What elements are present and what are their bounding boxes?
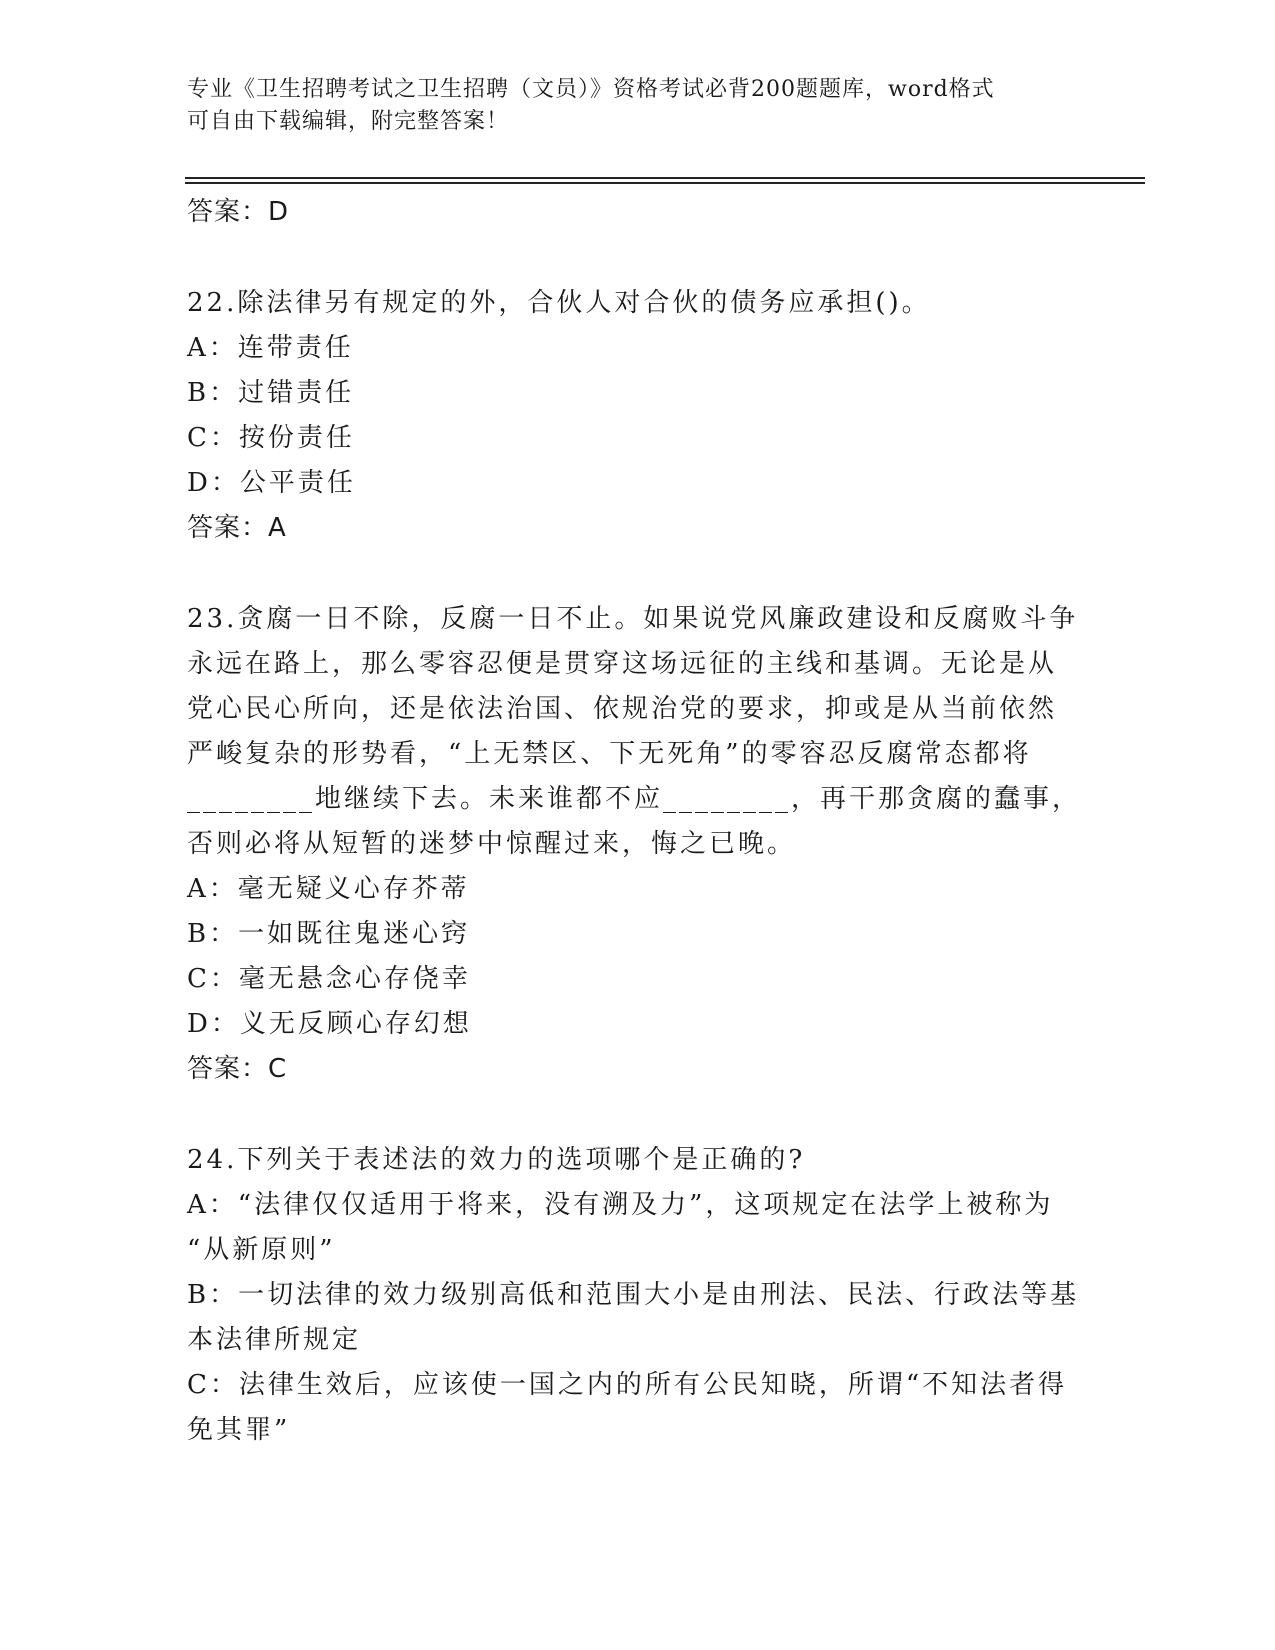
question-22 (187, 281, 1067, 551)
answer: 答案：C (187, 1054, 288, 1084)
option-d: D：义无反顾心存幻想 (187, 1009, 472, 1039)
question-stem-line: 党心民心所向，还是依法治国、依规治党的要求，抑或是从当前依然 (187, 694, 1058, 724)
question-stem-line: 否则必将从短暂的迷梦中惊醒过来，悔之已晚。 (187, 829, 797, 859)
option-a: A：“法律仅仅适用于将来，没有溯及力”，这项规定在法学上被称为 (187, 1190, 1054, 1220)
question-23 (187, 597, 1082, 1092)
option-b: B：一如既往鬼迷心窍 (187, 919, 471, 949)
option-b-cont: 本法律所规定 (187, 1325, 362, 1355)
option-c: C：按份责任 (187, 423, 355, 453)
question-stem-line: 严峻复杂的形势看，“上无禁区、下无死角”的零容忍反腐常态都将 (187, 739, 1032, 769)
option-b: B：过错责任 (187, 378, 355, 408)
option-a-cont: “从新原则” (187, 1235, 336, 1265)
document-body (187, 190, 1082, 1453)
option-c-cont: 免其罪” (187, 1415, 291, 1445)
question-24 (187, 1138, 1080, 1453)
answer: 答案：A (187, 513, 287, 543)
option-b: B：一切法律的效力级别高低和范围大小是由刑法、民法、行政法等基 (187, 1280, 1080, 1310)
header-line-2: 可自由下载编辑，附完整答案！ (187, 109, 510, 134)
option-d: D：公平责任 (187, 468, 356, 498)
option-c: C：法律生效后，应该使一国之内的所有公民知晓，所谓“不知法者得 (187, 1370, 1068, 1400)
option-a: A：连带责任 (187, 333, 354, 363)
header-rule-bottom (185, 182, 1145, 184)
question-stem-line: 永远在路上，那么零容忍便是贯穿这场远征的主线和基调。无论是从 (187, 649, 1058, 679)
header-rule-top (185, 177, 1145, 179)
option-a: A：毫无疑义心存芥蒂 (187, 874, 470, 904)
question-stem-line: 23.贪腐一日不除，反腐一日不止。如果说党风廉政建设和反腐败斗争 (187, 604, 1079, 634)
header-line-1: 专业《卫生招聘考试之卫生招聘（文员）》资格考试必背200题题库，word格式 (187, 77, 995, 102)
question-stem-line: ________地继续下去。未来谁都不应________，再干那贪腐的蠢事， (187, 784, 1082, 814)
option-c: C：毫无悬念心存侥幸 (187, 964, 471, 994)
question-stem: 24.下列关于表述法的效力的选项哪个是正确的? (187, 1145, 806, 1175)
page-header (187, 74, 1067, 138)
previous-answer: 答案：D (187, 197, 290, 227)
question-stem: 22.除法律另有规定的外，合伙人对合伙的债务应承担()。 (187, 288, 931, 318)
